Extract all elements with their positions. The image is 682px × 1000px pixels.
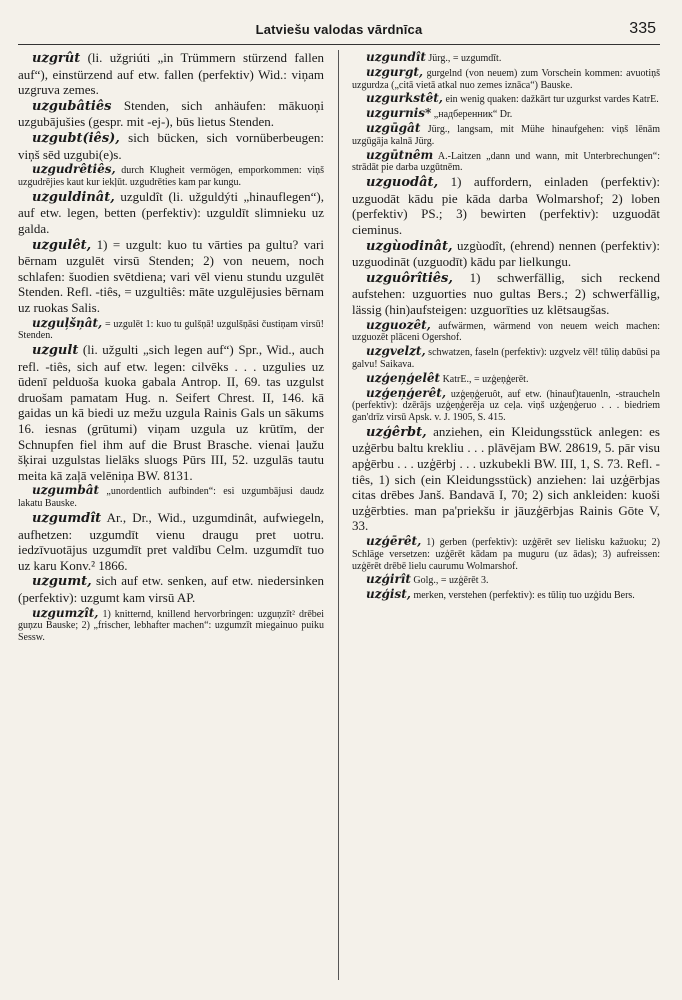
entry-definition: 1) knitternd, knillend hervorbringen: uzguņzīt² drēbei guņzu Bauske; 2) „frischer, lebhafter machen“: uzgumzīt miegainuo puiku Sessw. (18, 608, 324, 644)
entry-headword: uzģêrbt, (366, 424, 427, 440)
entry-headword: uzguļšņât, (32, 315, 103, 330)
entry-definition: aufwärmen, wärmend von neuem weich machen: uzguozēt plāceni Ogershof. (352, 320, 660, 344)
entry-definition: (li. užgulti „sich legen auf“) Spr., Wid., auch refl. -tiês, sich auf etw. legen: cilvēks . . . uzgulies uz ūdenī pelduoša kuoka gabala Antrop. II, 69. tas uzgulst druošam pamatam Hug. n. Seifert Chrest. II, 146. kā gaidas un kā biedi uz mežu uzgula Rainis Gals un sākums 16. iesnas (grūtumi) viņam uzgula uz krūtīm, der Schnupfen fiel ihm auf die Brust Brasche. vienai ļaužu šķirai uzgulstas lielāks sluogs Pūrs III, 52. uzgulās tautu meita kā zaļā velēniņa BW. 8131. (18, 342, 324, 483)
entry-definition: Golg., = uzģērēt 3. (410, 575, 489, 587)
dictionary-entry (18, 316, 324, 343)
entry-headword: uzgūgât (366, 120, 421, 135)
dictionary-entry (352, 91, 660, 106)
entry-definition: 1) gerben (perfektiv): uzģērēt sev lielisku kažuoku; 2) Schläge versetzen: uzģērēt kādam pa muguru (uz ādas); 3) aufreissen: uzģērēt drēbē lielu caurumu Wolmarshof. (352, 537, 660, 572)
entry-headword: uzgulêt, (32, 237, 92, 253)
dictionary-entry (352, 371, 660, 386)
entry-definition: 1) auffordern, einladen (perfektiv): uzguodāt kādu pie kāda darba Wolmarshof; 2) loben (perfektiv) PS.; 3) bewirten (perfektiv): uzguodāt cieminus. (352, 174, 660, 237)
entry-headword: uzgurkstêt, (366, 91, 443, 106)
entry-headword: uzgundît (366, 50, 426, 64)
entry-definition: 1) = uzgult: kuo tu vārties pa gultu? vari bērnam uzgulēt virsū Stenden; 2) von neuem, noch schlafen: šuodien svētdiena; vari vēl vienu stundu uzgulēt Stenden. Refl. -tiês, = uzgultiês: māte uzgulējusies bērnam uz ruokas Salis. (18, 236, 324, 315)
entry-headword: uzgudrêtiês, (32, 162, 116, 177)
left-column (18, 50, 324, 990)
entry-definition: gurgelnd (von neuem) zum Vorschein kommen: avuotiņš uzgurdza („citā vietā atkal nuo zemes iznāca“) Bauske. (352, 67, 660, 91)
entry-headword: uzģērêt, (366, 534, 422, 549)
dictionary-entry (18, 606, 324, 644)
entry-headword: uzgurnis* (366, 106, 432, 121)
entry-headword: uzgurgt, (366, 64, 424, 79)
dictionary-entry (352, 344, 660, 371)
entry-definition: „unordentlich aufbinden“: esi uzgumbājusi daudz lakatu Bauske. (18, 486, 324, 510)
entry-headword: uzgumbât (32, 483, 100, 498)
entry-headword: uzguodât, (366, 175, 439, 191)
entry-headword: uzģeņģelêt (366, 370, 441, 385)
right-column (352, 50, 660, 990)
column-divider (338, 50, 339, 980)
dictionary-entry (352, 534, 660, 572)
dictionary-entry (352, 318, 660, 345)
entry-definition: Ar., Dr., Wid., uzgumdinât, aufwiegeln, aufhetzen: uzgumdīt vienu draugu pret uotru. iedzīvuotājus uzgumdīt pret valdību Celm. uzgumdīt tuo uz karu Konv.² 1866. (18, 510, 324, 573)
entry-headword: uzgult (32, 343, 79, 359)
dictionary-entry (352, 174, 660, 237)
dictionary-entry (352, 50, 660, 65)
entry-definition: „надберенник“ Dr. (431, 109, 513, 121)
dictionary-entry (352, 386, 660, 424)
entry-definition: uzgùodît, (ehrend) nennen (perfektiv): uzguodināt (uzguodīt) kādu par lielkungu. (352, 237, 660, 270)
entry-definition: uzģeņģeruôt, auf etw. (hinauf)tauenln, -straucheln (perfektiv): dzērājs uzģeņģerēja uz ceļa. viņš uzģeņģeruo . . . biedriem gan'drīz virsū Apsk. v. J. 1905, S. 415. (352, 388, 660, 424)
dictionary-entry (352, 572, 660, 587)
dictionary-entry (18, 483, 324, 510)
dictionary-entry (18, 342, 324, 483)
entry-definition: durch Klugheit vermögen, emporkommen: viņš uzgudrējies kaut kur iekļūt. uzgudrēties kam par kungu. (18, 165, 324, 188)
entry-headword: uzgvelzt, (366, 344, 426, 359)
dictionary-entry (18, 130, 324, 162)
entry-headword: uzguôrîtiês, (366, 270, 453, 286)
dictionary-entry (352, 238, 660, 270)
page-number: 335 (629, 20, 656, 37)
running-title: Latviešu valodas vārdnīca (255, 22, 423, 37)
entry-definition: sich bücken, sich vornüberbeugen: viņš sēd uzgubi(e)s. (18, 129, 324, 162)
entry-headword: uzguozêt, (366, 317, 431, 332)
entry-headword: uzģirît (366, 572, 411, 587)
entry-definition: Stenden, sich anhäufen: mākuoņi uzgubājušies (gespr. mit -ej-), būs lietus Stenden. (18, 97, 324, 130)
entry-definition: Jürg., langsam, mit Mühe hinaufgehen: viņš lēnām uzgūgāja kalnā Jürg. (352, 123, 660, 147)
dictionary-entry (18, 189, 324, 237)
entry-headword: uzģeņģerêt, (366, 385, 446, 400)
dictionary-entry (352, 106, 660, 121)
dictionary-entry (18, 98, 324, 130)
dictionary-entry (352, 587, 660, 602)
dictionary-entry (18, 573, 324, 605)
entry-headword: uzgumt, (32, 574, 92, 590)
entry-headword: uzgūtnêm (366, 147, 434, 162)
dictionary-entry (18, 510, 324, 573)
entry-definition: ein wenig quaken: dažkārt tur uzgurkst vardes KatrE. (442, 94, 659, 106)
entry-definition: = uzgulēt 1: kuo tu gulšņā! uzgulšņāsi čustiņam virsū! Stenden. (18, 318, 324, 342)
entry-definition: anziehen, ein Kleidungsstück anlegen: es uzģērbu baltu krekliu . . . plāvējam BW. 28619, 5. pār visu apģērbu . . . uzģērbj . . . uzkubekli BW. III, 1, S. 73. Refl. -tiês, 1) sich (ein Kleidungsstück) anziehen: lai uzģērbjas citas drēbes Janš. Bandavā I, 70; 2) sich ankleiden: kuoši uzģērbties. man pa'priekšu ir jāuzģērbjas Rainis Gōte V, 33. (352, 423, 660, 534)
dictionary-entry (352, 148, 660, 175)
entry-definition: A.-Laitzen „dann und wann, mit Unterbrechungen“: strādāt pie darba uzgūtnēm. (352, 150, 660, 174)
entry-headword: uzģist, (366, 587, 411, 602)
entry-headword: uzgrût (32, 51, 81, 66)
entry-definition: Jürg., = uzgumdīt. (425, 53, 502, 64)
entry-headword: uzgubt(iês), (32, 130, 120, 146)
dictionary-entry (18, 50, 324, 98)
entry-definition: merken, verstehen (perfektiv): es tūliņ tuo uzģidu Bers. (410, 590, 635, 602)
entry-definition: uzguldît (li. užguldýti „hinauflegen“), auf etw. legen, betten (perfektiv): uzguldīt slimnieku uz galda. (18, 188, 324, 236)
entry-headword: uzgùodinât, (366, 238, 453, 254)
page-header (18, 18, 660, 45)
entry-definition: KatrE., = uzģeņģerēt. (440, 373, 529, 385)
dictionary-entry (352, 270, 660, 318)
entry-definition: sich auf etw. senken, auf etw. niedersinken (perfektiv): uzgumt kam virsū AP. (18, 573, 324, 605)
entry-headword: uzgubâtiês (32, 98, 112, 114)
dictionary-entry (352, 121, 660, 148)
dictionary-entry (18, 162, 324, 189)
entry-definition: schwatzen, faseln (perfektiv): uzgvelz vēl! tūliņ dabūsi pa galvu! Saikava. (352, 347, 660, 370)
entry-headword: uzgumzît, (32, 605, 99, 620)
dictionary-entry (18, 237, 324, 316)
entry-definition: 1) schwerfällig, sich reckend aufstehen: uzguorties nuo gultas Bers.; 2) schwerfällig, lässig (hin)aufsteigen: uzguorīties uz klētsaugšas. (352, 269, 660, 317)
entry-headword: uzguldinât, (32, 189, 115, 205)
entry-definition: (li. užgriúti „in Trümmern stürzend fallen auf“), einstürzend auf etw. fallen (perfektiv) Wid.: viņam uzgruva zemes. (18, 50, 324, 98)
entry-headword: uzgumdît (32, 511, 102, 527)
dictionary-entry (352, 65, 660, 92)
dictionary-entry (352, 424, 660, 534)
